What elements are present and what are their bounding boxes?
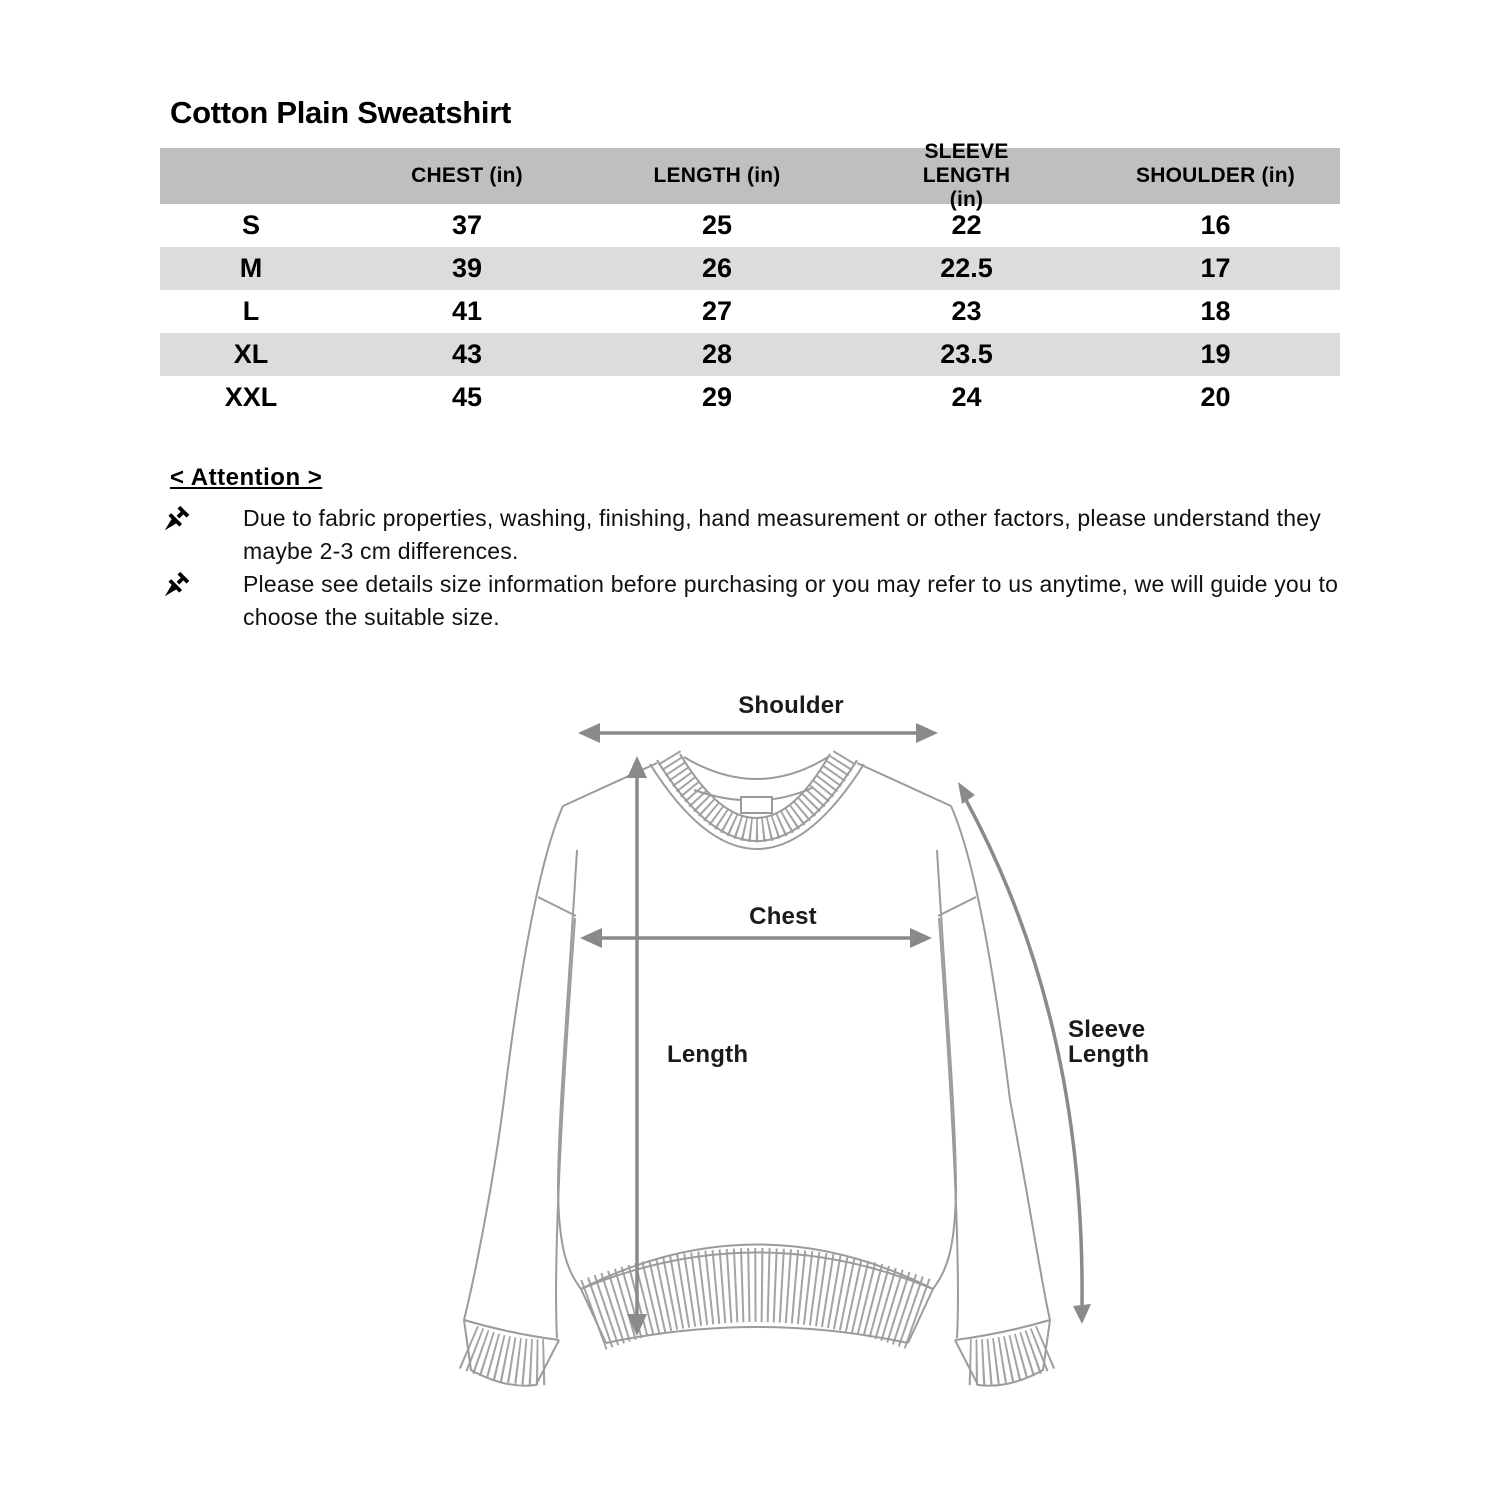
left-sleeve-outer	[464, 806, 563, 1320]
shoulder-arrow	[578, 723, 938, 743]
hem-right-cap	[908, 1289, 933, 1343]
shoulder-label: Shoulder	[738, 692, 844, 719]
table-row-m-sleeve: 22.5	[842, 247, 1091, 290]
attention-heading: < Attention >	[170, 464, 323, 491]
table-row-m-shoulder: 17	[1091, 247, 1340, 290]
length-label: Length	[667, 1041, 749, 1068]
pushpin-icon	[163, 502, 243, 538]
table-row-s-chest: 37	[451, 210, 483, 240]
table-row-s-shoulder: 16	[1200, 210, 1231, 240]
table-row-m-size: M	[160, 247, 342, 290]
chest-arrow	[580, 928, 932, 948]
table-row-xl-size: XL	[160, 333, 342, 376]
column-header-length: LENGTH (in)	[592, 148, 842, 204]
neck-label-tag	[741, 797, 772, 813]
sleeve-length-label: Sleeve Length	[1068, 1016, 1150, 1068]
attention-note-text: Due to fabric properties, washing, finishing, hand measurement or other factors, please understand they maybe 2-3 cm differences.	[243, 505, 1321, 564]
body-right-edge	[933, 850, 956, 1289]
table-row-l-length: 27	[701, 296, 733, 326]
left-cuff-ribbing	[468, 1347, 548, 1362]
table-row-m-chest: 39	[342, 247, 592, 290]
right-sleeve-outer	[951, 806, 1050, 1320]
table-row-s-sleeve: 22	[951, 210, 982, 240]
table-row-l-chest: 41	[451, 296, 483, 326]
body-left-edge	[558, 850, 581, 1289]
garment-outline	[464, 754, 1050, 1386]
attention-note	[163, 568, 1373, 634]
left-cuff-seam	[464, 1320, 559, 1340]
table-row-xl-length: 28	[592, 333, 842, 376]
length-arrow	[627, 756, 647, 1336]
left-shoulder-seam	[538, 897, 576, 916]
table-row-xxl-sleeve: 24	[951, 382, 982, 412]
table-row-xxl-length: 29	[701, 382, 733, 412]
table-row-m-length: 26	[592, 247, 842, 290]
pushpin-icon	[163, 568, 243, 604]
column-header-size	[160, 148, 342, 204]
page-title: Cotton Plain Sweatshirt	[170, 95, 512, 130]
attention-note-text: Please see details size information before purchasing or you may refer to us anytime, we will guide you to choose the suitable size.	[243, 571, 1339, 630]
size-table	[160, 140, 1340, 419]
table-row-l-sleeve: 23	[951, 296, 982, 326]
hem-ribbing	[593, 1285, 921, 1315]
right-cuff-seam	[955, 1320, 1050, 1340]
right-cuff-ribbing	[966, 1347, 1046, 1362]
table-row-xl-sleeve: 23.5	[842, 333, 1091, 376]
table-row-xxl-shoulder: 20	[1200, 382, 1231, 412]
right-shoulder-line	[857, 763, 951, 806]
table-row-xl-chest: 43	[342, 333, 592, 376]
column-header-chest: CHEST (in)	[342, 148, 592, 204]
chest-label: Chest	[749, 903, 817, 930]
attention-notes	[163, 502, 1373, 634]
table-row-xxl-size: XXL	[224, 382, 278, 412]
table-row-s-size: S	[241, 210, 260, 240]
column-header-shoulder: SHOULDER (in)	[1091, 148, 1340, 204]
right-shoulder-seam	[938, 897, 976, 916]
measurement-arrows	[578, 723, 1091, 1336]
table-row-xxl-chest: 45	[451, 382, 483, 412]
ribbing-hatching	[468, 757, 1046, 1362]
table-row-s-length: 25	[701, 210, 733, 240]
table-row-l-size: L	[242, 296, 260, 326]
column-header-sleeve-length: SLEEVE LENGTH (in)	[842, 148, 1091, 204]
table-row-l-shoulder: 18	[1200, 296, 1231, 326]
sweatshirt-measurement-diagram	[420, 660, 1210, 1450]
attention-note	[163, 502, 1373, 568]
table-row-xl-shoulder: 19	[1091, 333, 1340, 376]
